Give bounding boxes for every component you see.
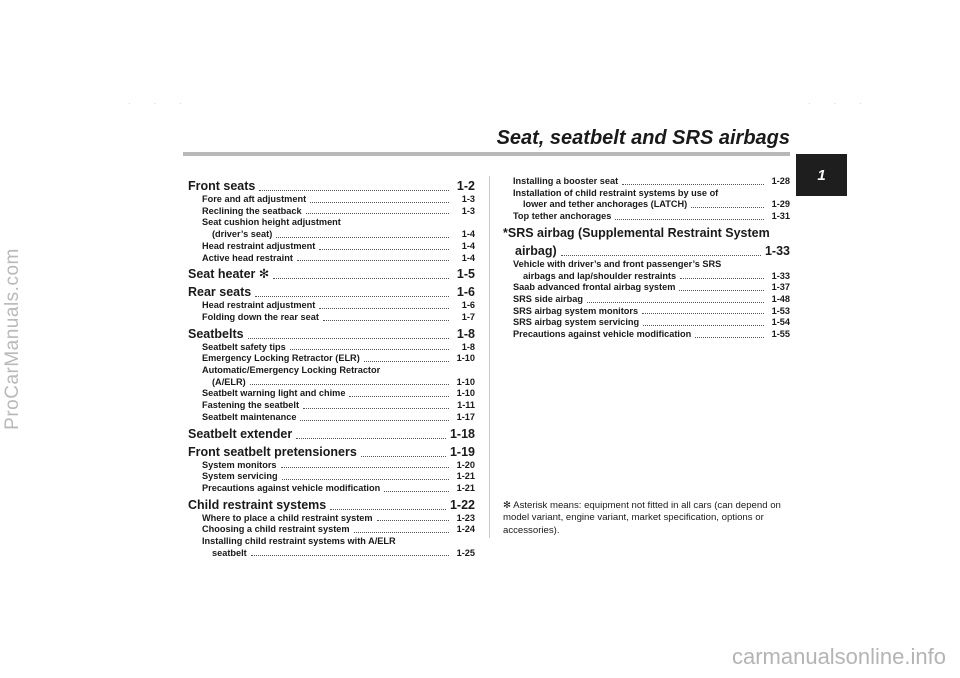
toc-leader-dots (290, 349, 449, 350)
toc-heading (503, 225, 790, 241)
toc-heading[interactable] (188, 444, 475, 460)
toc-label: (A/ELR) (212, 376, 246, 387)
toc-leader-dots (349, 396, 449, 397)
toc-entry[interactable] (503, 199, 790, 211)
toc-entry[interactable] (503, 176, 790, 188)
toc-leader-dots (319, 249, 449, 250)
toc-label: Active head restraint (202, 252, 293, 263)
toc-label: Vehicle with driver’s and front passenger’s SRS (513, 258, 722, 269)
toc-label: Installation of child restraint systems by use of (513, 187, 719, 198)
toc-heading[interactable] (188, 326, 475, 342)
toc-page-number: 1-25 (456, 547, 475, 558)
toc-page-number: 1-2 (456, 179, 475, 193)
toc-leader-dots (251, 555, 449, 556)
toc-label: Folding down the rear seat (202, 311, 319, 322)
toc-heading[interactable] (188, 266, 475, 282)
toc-entry (188, 536, 475, 548)
toc-label: Precautions against vehicle modification (513, 329, 692, 340)
toc-page-number: 1-24 (456, 524, 475, 535)
toc-page-number: 1-3 (461, 205, 475, 216)
toc-entry (503, 188, 790, 200)
toc-label: lower and tether anchorages (LATCH) (523, 199, 688, 210)
toc-leader-dots (587, 302, 764, 303)
toc-page-number: 1-53 (771, 305, 790, 316)
toc-entry[interactable] (188, 460, 475, 472)
toc-label: Rear seats (188, 285, 252, 300)
toc-page-number: 1-33 (764, 243, 790, 258)
toc-heading[interactable] (188, 497, 475, 513)
toc-label: Head restraint adjustment (202, 240, 316, 251)
page-title: Seat, seatbelt and SRS airbags (496, 127, 790, 149)
toc-label: Choosing a child restraint system (202, 524, 350, 535)
toc-leader-dots (303, 408, 449, 409)
toc-entry[interactable] (503, 211, 790, 223)
toc-entry[interactable] (503, 294, 790, 306)
toc-page-number: 1-55 (771, 329, 790, 340)
toc-heading[interactable] (188, 426, 475, 442)
toc-entry[interactable] (503, 306, 790, 318)
toc-leader-dots (615, 219, 764, 220)
toc-entry (503, 259, 790, 271)
toc-leader-dots (300, 420, 449, 421)
toc-leader-dots (361, 456, 446, 457)
toc-right-column (503, 176, 790, 341)
toc-leader-dots (319, 308, 449, 309)
toc-label: Child restraint systems (188, 497, 327, 512)
toc-page-number: 1-22 (449, 497, 475, 512)
toc-entry[interactable] (188, 388, 475, 400)
toc-entry[interactable] (188, 483, 475, 495)
toc-entry[interactable] (188, 194, 475, 206)
corner-marks-left: · · · (128, 98, 192, 108)
toc-page-number: 1-29 (771, 199, 790, 210)
toc-page-number: 1-4 (461, 240, 475, 251)
toc-leader-dots (255, 296, 449, 297)
toc-page-number: 1-11 (457, 400, 475, 411)
toc-leader-dots (561, 255, 761, 256)
toc-entry[interactable] (503, 271, 790, 283)
toc-label: System monitors (202, 459, 277, 470)
toc-page-number: 1-8 (456, 326, 475, 341)
toc-heading[interactable] (503, 243, 790, 259)
toc-leader-dots (691, 207, 764, 208)
toc-leader-dots (306, 213, 449, 214)
toc-entry[interactable] (188, 412, 475, 424)
watermark-text: ProCarManuals.com (2, 248, 24, 430)
toc-left-column (188, 176, 475, 559)
toc-label: Fastening the seatbelt (202, 400, 299, 411)
toc-entry[interactable] (188, 241, 475, 253)
toc-leader-dots (273, 278, 449, 279)
toc-entry (188, 365, 475, 377)
toc-entry (188, 217, 475, 229)
toc-leader-dots (642, 313, 764, 314)
toc-label: *SRS airbag (Supplemental Restraint System (503, 225, 770, 240)
toc-leader-dots (282, 479, 449, 480)
toc-label: Where to place a child restraint system (202, 512, 373, 523)
toc-entry[interactable] (188, 253, 475, 265)
toc-page-number: 1-8 (461, 341, 475, 352)
toc-label: Automatic/Emergency Locking Retractor (202, 365, 381, 376)
toc-leader-dots (643, 325, 764, 326)
toc-entry[interactable] (188, 548, 475, 560)
toc-page-number: 1-21 (456, 471, 475, 482)
toc-heading[interactable] (188, 178, 475, 194)
toc-leader-dots (323, 320, 449, 321)
toc-page-number: 1-21 (456, 482, 475, 493)
toc-label: Installing child restraint systems with A/ELR (202, 536, 396, 547)
toc-page-number: 1-17 (456, 411, 475, 422)
toc-leader-dots (248, 338, 449, 339)
toc-label: Head restraint adjustment (202, 300, 316, 311)
toc-label: (driver’s seat) (212, 229, 273, 240)
toc-entry[interactable] (188, 471, 475, 483)
toc-page-number: 1-23 (456, 512, 475, 523)
toc-label: seatbelt (212, 547, 247, 558)
toc-leader-dots (377, 520, 449, 521)
toc-leader-dots (250, 384, 449, 385)
toc-entry[interactable] (188, 206, 475, 218)
toc-entry[interactable] (188, 400, 475, 412)
toc-label: Seatbelt maintenance (202, 411, 297, 422)
toc-page-number: 1-31 (771, 211, 790, 222)
watermark-procarmanuals (0, 0, 26, 678)
toc-page-number: 1-4 (461, 252, 475, 263)
title-rule (183, 152, 790, 156)
chapter-tab[interactable] (796, 154, 847, 196)
asterisk-footnote: ✻ Asterisk means: equipment not fitted in all cars (can depend on model variant, engine variant, market specification, options or accessories). (503, 500, 781, 536)
toc-leader-dots (281, 467, 449, 468)
toc-leader-dots (384, 491, 449, 492)
toc-label: Reclining the seatback (202, 205, 302, 216)
toc-entry[interactable] (188, 353, 475, 365)
toc-entry[interactable] (503, 317, 790, 329)
toc-leader-dots (330, 509, 446, 510)
toc-label: airbags and lap/shoulder restraints (523, 270, 677, 281)
toc-label: Top tether anchorages (513, 211, 612, 222)
chapter-number: 1 (817, 166, 826, 184)
toc-label: Front seats (188, 179, 256, 193)
toc-label: Installing a booster seat (513, 176, 619, 186)
toc-page-number: 1-10 (456, 388, 475, 399)
toc-page-number: 1-19 (449, 444, 475, 459)
toc-label: Seatbelt extender (188, 426, 293, 441)
toc-page-number: 1-28 (771, 176, 790, 186)
toc-page-number: 1-10 (456, 353, 475, 364)
toc-heading[interactable] (188, 284, 475, 300)
toc-leader-dots (680, 278, 764, 279)
toc-label: Front seatbelt pretensioners (188, 444, 357, 459)
toc-leader-dots (310, 202, 449, 203)
toc-entry[interactable] (503, 282, 790, 294)
toc-label: SRS side airbag (513, 293, 583, 304)
toc-entry[interactable] (188, 229, 475, 241)
toc-label: Seat cushion height adjustment (202, 217, 341, 228)
toc-page-number: 1-6 (456, 285, 475, 300)
toc-label: SRS airbag system monitors (513, 305, 639, 316)
toc-page-number: 1-48 (771, 293, 790, 304)
footer-watermark: carmanualsonline.info (731, 644, 946, 669)
toc-entry[interactable] (188, 524, 475, 536)
toc-entry[interactable] (188, 312, 475, 324)
toc-page-number: 1-20 (456, 459, 475, 470)
toc-leader-dots (695, 337, 764, 338)
toc-label: Seatbelt safety tips (202, 341, 286, 352)
toc-page-number: 1-10 (456, 376, 475, 387)
toc-entry[interactable] (188, 342, 475, 354)
toc-page-number: 1-7 (461, 311, 475, 322)
toc-label: Seatbelts (188, 326, 244, 341)
toc-label: Fore and aft adjustment (202, 194, 307, 204)
toc-page-number: 1-5 (456, 267, 475, 282)
toc-entry[interactable] (188, 300, 475, 312)
toc-leader-dots (296, 438, 446, 439)
toc-label: Precautions against vehicle modification (202, 482, 381, 493)
toc-leader-dots (276, 237, 449, 238)
toc-page-number: 1-18 (449, 426, 475, 441)
toc-label: airbag) (515, 243, 557, 258)
toc-entry[interactable] (503, 329, 790, 341)
toc-leader-dots (622, 184, 764, 185)
toc-entry[interactable] (188, 377, 475, 389)
toc-label: Seat heater ✻ (188, 267, 270, 282)
column-divider (489, 176, 490, 538)
toc-label: SRS airbag system servicing (513, 317, 640, 328)
toc-label: Seatbelt warning light and chime (202, 388, 346, 399)
toc-leader-dots (364, 361, 449, 362)
toc-leader-dots (354, 532, 449, 533)
toc-page-number: 1-37 (771, 282, 790, 293)
toc-label: System servicing (202, 471, 278, 482)
toc-leader-dots (259, 190, 449, 191)
toc-page-number: 1-33 (771, 270, 790, 281)
corner-marks-right: · · · (808, 98, 872, 108)
toc-page-number: 1-3 (461, 194, 475, 204)
toc-page-number: 1-6 (461, 300, 475, 311)
toc-page-number: 1-4 (461, 229, 475, 240)
toc-page-number: 1-54 (771, 317, 790, 328)
toc-label: Emergency Locking Retractor (ELR) (202, 353, 360, 364)
toc-leader-dots (297, 260, 449, 261)
toc-entry[interactable] (188, 513, 475, 525)
toc-label: Saab advanced frontal airbag system (513, 282, 676, 293)
toc-leader-dots (679, 290, 764, 291)
